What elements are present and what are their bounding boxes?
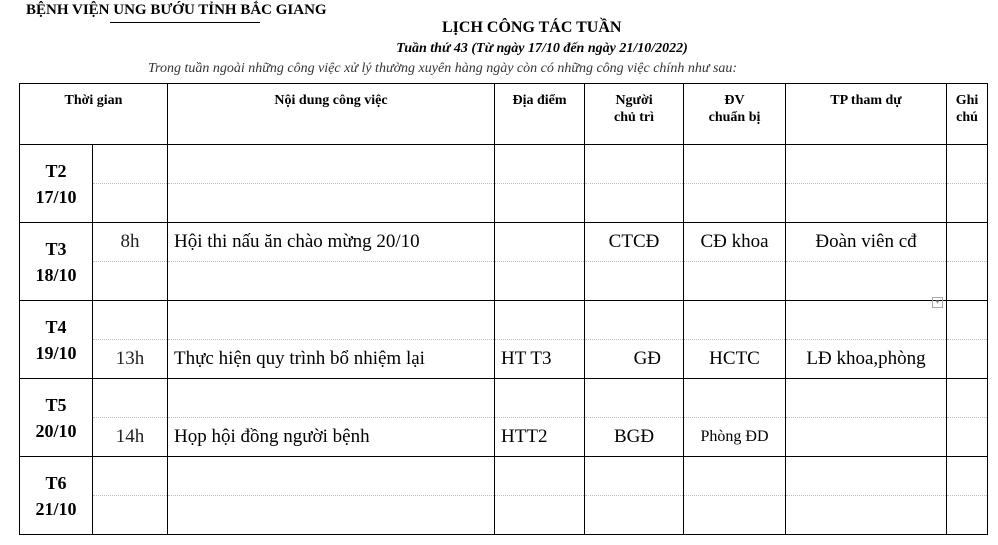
header-notes-line1: Ghi	[955, 93, 979, 108]
header-host-line1: Người	[615, 93, 653, 108]
header-notes-line2: chú	[956, 110, 978, 125]
header-prep	[684, 84, 786, 145]
hospital-name: BỆNH VIỆN UNG BƯỚU TỈNH BẮC GIANG	[26, 2, 327, 18]
table-row	[20, 379, 988, 418]
event-time: 14h	[93, 418, 168, 457]
event-host: CTCĐ	[585, 223, 684, 262]
event-host: GĐ	[585, 340, 684, 379]
day-date: 17/10	[35, 186, 77, 207]
event-content: Họp hội đồng người bệnh	[168, 418, 495, 457]
dropdown-marker-icon[interactable]: ▾	[932, 297, 943, 308]
day-cell	[20, 457, 93, 535]
day-cell	[20, 145, 93, 223]
day-label: T3	[45, 238, 67, 259]
schedule-table	[19, 83, 988, 535]
event-location: HTT2	[495, 418, 585, 457]
table-row	[20, 457, 988, 496]
header-prep-line2: chuẩn bị	[708, 110, 761, 125]
event-participants: Đoàn viên cđ	[786, 223, 947, 262]
event-content: Hội thi nấu ăn chào mừng 20/10	[168, 223, 495, 262]
table-row	[20, 184, 988, 223]
day-date: 21/10	[35, 498, 77, 519]
day-label: T6	[45, 472, 67, 493]
event-time: 8h	[93, 223, 168, 262]
table-row	[20, 262, 988, 301]
header-host-line2: chủ trì	[613, 110, 655, 125]
header-location: Địa điểm	[495, 84, 585, 145]
day-cell	[20, 301, 93, 379]
header-prep-line1: ĐV	[724, 93, 745, 108]
day-cell	[20, 223, 93, 301]
table-row	[20, 340, 988, 379]
event-location: HT T3	[495, 340, 585, 379]
day-label: T5	[45, 394, 67, 415]
event-participants	[786, 418, 947, 457]
table-header-row	[20, 84, 988, 145]
event-prep: Phòng ĐD	[684, 418, 786, 457]
hospital-underline	[110, 22, 260, 23]
event-time: 13h	[93, 340, 168, 379]
header-host	[585, 84, 684, 145]
event-prep: HCTC	[684, 340, 786, 379]
table-row	[20, 145, 988, 184]
week-range: Tuần thứ 43 (Từ ngày 17/10 đến ngày 21/10/2022)	[396, 41, 688, 56]
event-content: Thực hiện quy trình bổ nhiệm lại	[168, 340, 495, 379]
day-label: T2	[45, 160, 67, 181]
day-label: T4	[45, 316, 67, 337]
table-row	[20, 418, 988, 457]
intro-note: Trong tuần ngoài những công việc xử lý thường xuyên hàng ngày còn có những công việc chính như sau:	[148, 61, 738, 76]
header-participants: TP tham dự	[786, 84, 947, 145]
table-row	[20, 301, 988, 340]
header-notes	[947, 84, 988, 145]
event-location	[495, 223, 585, 262]
event-host: BGĐ	[585, 418, 684, 457]
day-date: 20/10	[35, 420, 77, 441]
event-prep: CĐ khoa	[684, 223, 786, 262]
day-date: 19/10	[35, 342, 77, 363]
header-time: Thời gian	[20, 84, 168, 145]
day-cell	[20, 379, 93, 457]
event-participants: LĐ khoa,phòng	[786, 340, 947, 379]
document-title: LỊCH CÔNG TÁC TUẦN	[442, 19, 622, 36]
day-date: 18/10	[35, 264, 77, 285]
table-row	[20, 223, 988, 262]
table-row	[20, 496, 988, 535]
header-content: Nội dung công việc	[168, 84, 495, 145]
